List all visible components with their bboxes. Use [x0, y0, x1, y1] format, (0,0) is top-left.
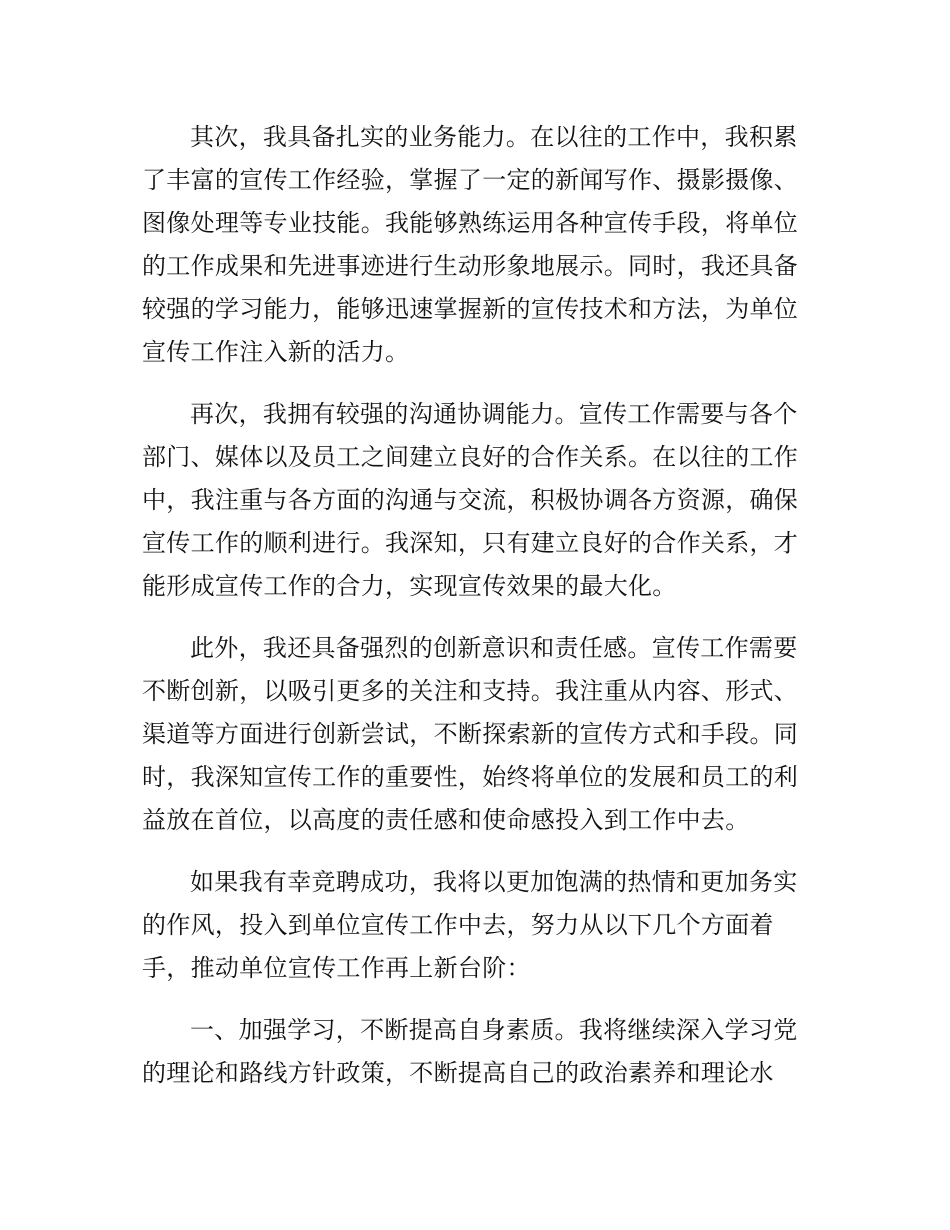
text-line: 时，我深知宣传工作的重要性，始终将单位的发展和员工的利 — [142, 763, 799, 791]
document-body — [142, 116, 810, 1114]
text-line: 宣传工作的顺利进行。我深知，只有建立良好的合作关系，才 — [142, 529, 799, 557]
text-line: 再次，我拥有较强的沟通协调能力。宣传工作需要与各个 — [190, 400, 798, 428]
text-line: 一、加强学习，不断提高自身素质。我将继续深入学习党 — [190, 1016, 798, 1044]
text-line: 其次，我具备扎实的业务能力。在以往的工作中，我积累 — [190, 123, 798, 151]
paragraph-point-one-study — [142, 1009, 810, 1095]
text-line: 如果我有幸竞聘成功，我将以更加饱满的热情和更加务实 — [190, 868, 798, 896]
text-line: 益放在首位，以高度的责任感和使命感投入到工作中去。 — [142, 806, 750, 834]
paragraph-business-ability — [142, 116, 810, 374]
text-line: 较强的学习能力，能够迅速掌握新的宣传技术和方法，为单位 — [142, 295, 799, 323]
text-line: 的工作成果和先进事迹进行生动形象地展示。同时，我还具备 — [142, 252, 799, 280]
paragraph-if-successful — [142, 861, 810, 990]
text-line: 图像处理等专业技能。我能够熟练运用各种宣传手段，将单位 — [142, 209, 799, 237]
text-line: 的作风，投入到单位宣传工作中去，努力从以下几个方面着 — [142, 911, 774, 939]
text-line: 不断创新，以吸引更多的关注和支持。我注重从内容、形式、 — [142, 677, 799, 705]
text-line: 的理论和路线方针政策，不断提高自己的政治素养和理论水 — [142, 1059, 774, 1087]
paragraph-innovation-responsibility — [142, 627, 810, 842]
text-line: 了丰富的宣传工作经验，掌握了一定的新闻写作、摄影摄像、 — [142, 166, 799, 194]
text-line: 渠道等方面进行创新尝试，不断探索新的宣传方式和手段。同 — [142, 720, 799, 748]
text-line: 宣传工作注入新的活力。 — [142, 338, 410, 366]
paragraph-communication-ability — [142, 393, 810, 608]
text-line: 手，推动单位宣传工作再上新台阶： — [142, 954, 531, 982]
text-line: 此外，我还具备强烈的创新意识和责任感。宣传工作需要 — [190, 634, 798, 662]
text-line: 能形成宣传工作的合力，实现宣传效果的最大化。 — [142, 572, 677, 600]
text-line: 中，我注重与各方面的沟通与交流，积极协调各方资源，确保 — [142, 486, 799, 514]
text-line: 部门、媒体以及员工之间建立良好的合作关系。在以往的工作 — [142, 443, 799, 471]
